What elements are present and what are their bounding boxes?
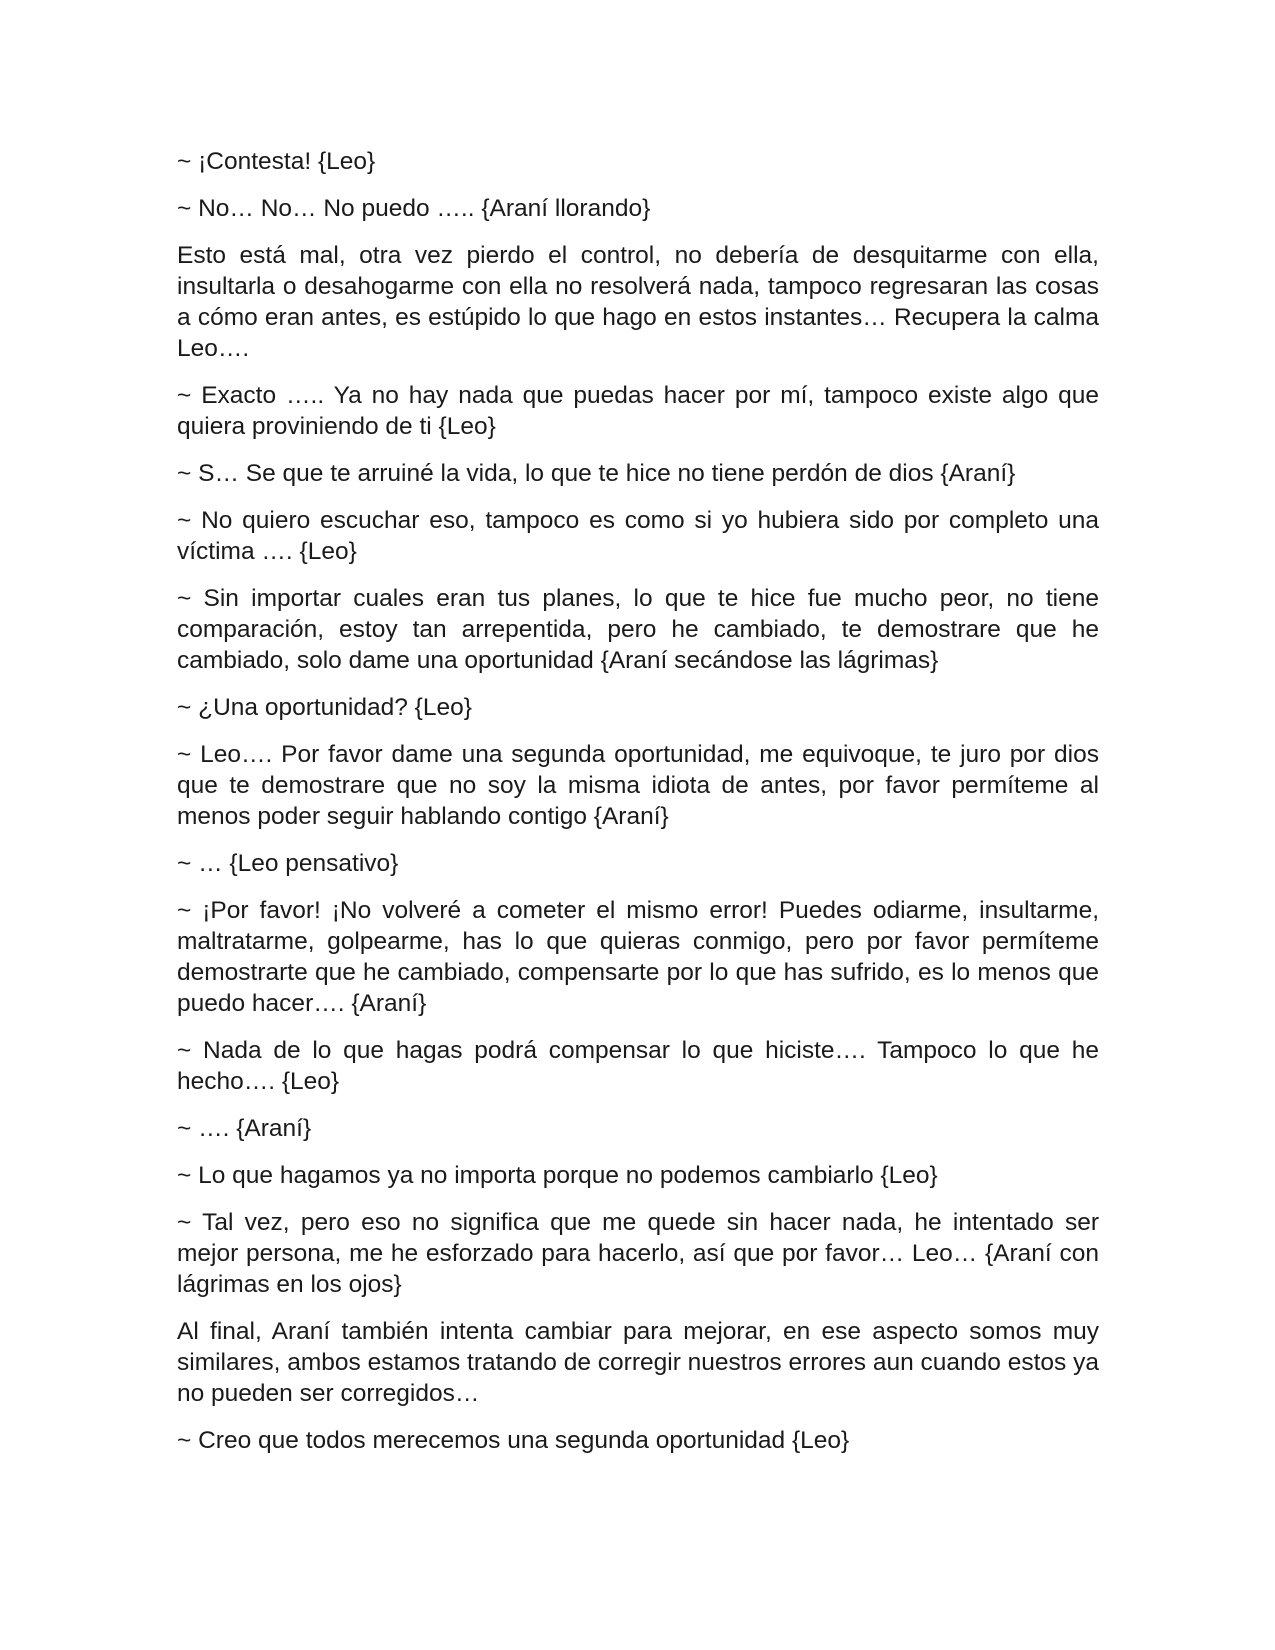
dialogue-line: ~ Sin importar cuales eran tus planes, lo que te hice fue mucho peor, no tiene comparación, estoy tan arrepentida, pero he cambiado, te demostrare que he cambiado, solo dame una oportunidad {Araní secándose las lágrimas} bbox=[177, 585, 1099, 674]
dialogue-line: ~ Tal vez, pero eso no significa que me quede sin hacer nada, he intentado ser mejor persona, me he esforzado para hacerlo, así que por favor… Leo… {Araní con lágrimas en los ojos} bbox=[177, 1209, 1099, 1298]
dialogue-line: ~ ¡Contesta! {Leo} bbox=[177, 148, 376, 175]
dialogue-line: ~ Exacto ….. Ya no hay nada que puedas hacer por mí, tampoco existe algo que quiera proviniendo de ti {Leo} bbox=[177, 382, 1099, 440]
document-page bbox=[177, 146, 1099, 1472]
dialogue-line: ~ No… No… No puedo ….. {Araní llorando} bbox=[177, 195, 651, 222]
dialogue-line: ~ ¿Una oportunidad? {Leo} bbox=[177, 694, 472, 721]
dialogue-line: ~ Leo…. Por favor dame una segunda oportunidad, me equivoque, te juro por dios que te demostrare que no soy la misma idiota de antes, por favor permíteme al menos poder seguir hablando contigo {Araní} bbox=[177, 741, 1099, 830]
dialogue-line: ~ Lo que hagamos ya no importa porque no podemos cambiarlo {Leo} bbox=[177, 1162, 938, 1189]
dialogue-line: ~ Nada de lo que hagas podrá compensar lo que hiciste…. Tampoco lo que he hecho…. {Leo} bbox=[177, 1037, 1099, 1095]
dialogue-line: ~ S… Se que te arruiné la vida, lo que te hice no tiene perdón de dios {Araní} bbox=[177, 460, 1016, 487]
dialogue-line: ~ … {Leo pensativo} bbox=[177, 850, 399, 877]
dialogue-line: ~ No quiero escuchar eso, tampoco es como si yo hubiera sido por completo una víctima …. {Leo} bbox=[177, 507, 1099, 565]
dialogue-line: ~ …. {Araní} bbox=[177, 1115, 312, 1142]
narration-paragraph: Al final, Araní también intenta cambiar para mejorar, en ese aspecto somos muy similares, ambos estamos tratando de corregir nuestros errores aun cuando estos ya no pueden ser corregidos… bbox=[177, 1318, 1099, 1407]
dialogue-line: ~ Creo que todos merecemos una segunda oportunidad {Leo} bbox=[177, 1427, 850, 1454]
narration-paragraph: Esto está mal, otra vez pierdo el control, no debería de desquitarme con ella, insultarla o desahogarme con ella no resolverá nada, tampoco regresaran las cosas a cómo eran antes, es estúpido lo que hago en estos instantes… Recupera la calma Leo…. bbox=[177, 242, 1099, 362]
dialogue-line: ~ ¡Por favor! ¡No volveré a cometer el mismo error! Puedes odiarme, insultarme, maltratarme, golpearme, has lo que quieras conmigo, pero por favor permíteme demostrarte que he cambiado, compensarte por lo que has sufrido, es lo menos que puedo hacer…. {Araní} bbox=[177, 897, 1099, 1017]
